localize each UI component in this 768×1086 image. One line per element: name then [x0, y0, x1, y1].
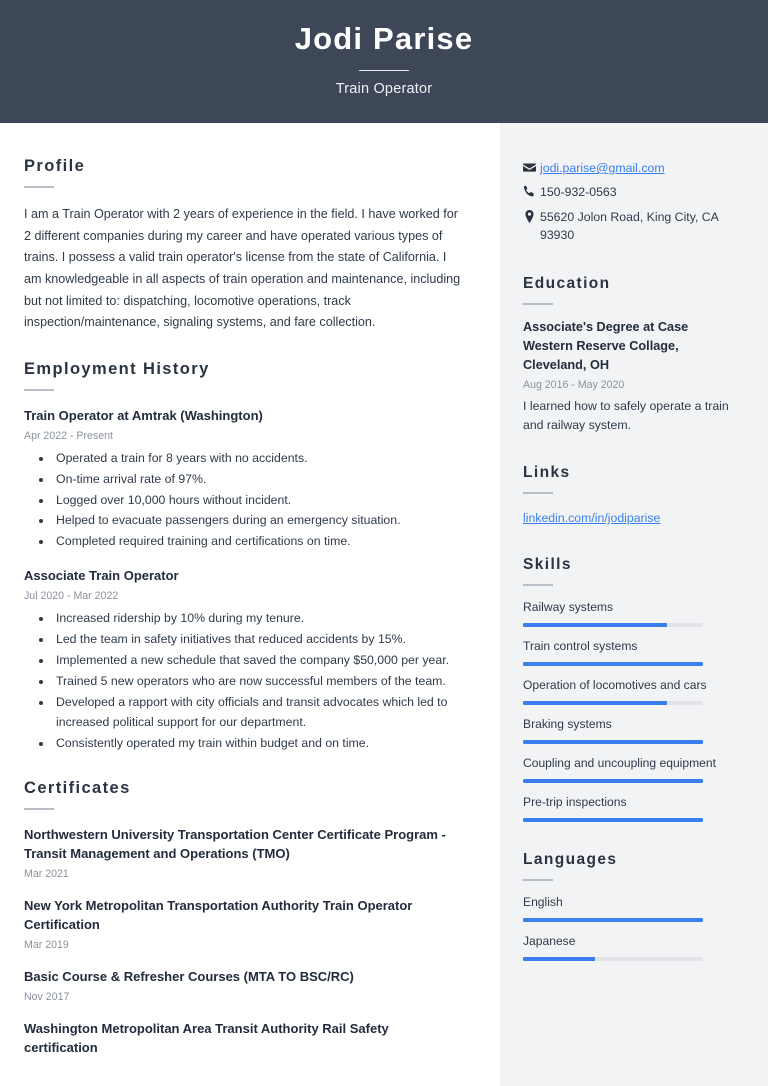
language-item	[523, 933, 740, 961]
certificate-date: Nov 2017	[24, 990, 70, 1003]
language-label: English	[523, 894, 563, 909]
certificate-entry	[24, 968, 466, 1005]
list-item: • Developed a rapport with city officials and transit advocates which led to increased political support for our department.	[53, 693, 466, 733]
section-header	[24, 779, 466, 810]
skill-bar-track	[523, 623, 703, 627]
contact-row-address	[523, 208, 740, 245]
job-title: Train Operator at Amtrak (Washington)	[24, 407, 263, 423]
skill-bar-track	[523, 818, 703, 822]
header-divider	[359, 70, 409, 71]
skill-item	[523, 716, 740, 744]
certificate-entry	[24, 1020, 466, 1058]
job-bullets	[24, 449, 466, 553]
skill-item	[523, 599, 740, 627]
certificate-entry	[24, 897, 466, 953]
phone-text: 150-932-0563	[540, 185, 617, 200]
language-item	[523, 894, 740, 922]
skill-label: Pre-trip inspections	[523, 795, 627, 810]
language-label: Japanese	[523, 933, 576, 948]
skill-label: Coupling and uncoupling equipment	[523, 756, 716, 771]
section-header	[523, 851, 740, 881]
list-item: • Operated a train for 8 years with no accidents.	[53, 449, 466, 469]
section-header	[523, 464, 740, 494]
education-description: I learned how to safely operate a train and railway system.	[523, 398, 729, 432]
employment-entry	[24, 567, 466, 753]
list-item: • Logged over 10,000 hours without incident.	[53, 491, 466, 511]
email-link[interactable]: jodi.parise@gmail.com	[540, 161, 665, 175]
section-header	[523, 275, 740, 305]
skill-item	[523, 794, 740, 822]
list-item: • Led the team in safety initiatives that reduced accidents by 15%.	[53, 630, 466, 650]
language-bar-fill	[523, 918, 703, 922]
resume-body	[0, 123, 768, 1086]
section-rule	[24, 186, 54, 188]
section-links	[523, 464, 740, 527]
language-bar-track	[523, 957, 703, 961]
section-employment	[24, 360, 466, 753]
section-title-languages: Languages	[523, 850, 618, 868]
skill-bar-fill	[523, 818, 703, 822]
skill-bar-track	[523, 740, 703, 744]
resume-header	[0, 0, 768, 123]
sidebar-column	[500, 123, 768, 1086]
skill-label: Railway systems	[523, 600, 614, 615]
list-item: • On-time arrival rate of 97%.	[53, 470, 466, 490]
list-item: • Consistently operated my train within budget and on time.	[53, 734, 466, 754]
skill-bar-track	[523, 701, 703, 705]
skill-bar-fill	[523, 779, 703, 783]
skill-label: Train control systems	[523, 639, 638, 654]
linkedin-link[interactable]: linkedin.com/in/jodiparise	[523, 510, 661, 525]
certificate-title: New York Metropolitan Transportation Authority Train Operator Certification	[24, 898, 413, 933]
section-title-certificates: Certificates	[24, 779, 131, 798]
contact-list	[523, 159, 740, 245]
envelope-icon	[523, 159, 540, 174]
section-header	[24, 360, 466, 391]
job-date: Apr 2022 - Present	[24, 429, 113, 442]
contact-row-email	[523, 159, 740, 177]
job-date: Jul 2020 - Mar 2022	[24, 590, 119, 603]
skill-label: Operation of locomotives and cars	[523, 678, 707, 693]
section-header	[523, 556, 740, 586]
section-title-education: Education	[523, 274, 611, 292]
section-title-links: Links	[523, 463, 571, 481]
skill-bar-track	[523, 779, 703, 783]
skill-item	[523, 638, 740, 666]
skill-item	[523, 677, 740, 705]
certificate-title: Washington Metropolitan Area Transit Authority Rail Safety certification	[24, 1020, 389, 1055]
page-title: Jodi Parise	[294, 21, 474, 57]
list-item: • Trained 5 new operators who are now successful members of the team.	[53, 672, 466, 692]
job-bullets	[24, 609, 466, 753]
language-bar-fill	[523, 957, 595, 961]
certificate-date: Mar 2021	[24, 868, 69, 881]
skill-bar-track	[523, 662, 703, 666]
section-skills	[523, 556, 740, 822]
list-item: • Increased ridership by 10% during my tenure.	[53, 609, 466, 629]
phone-icon	[523, 183, 540, 198]
employment-entry	[24, 407, 466, 552]
skill-bar-fill	[523, 623, 667, 627]
section-title-profile: Profile	[24, 157, 86, 175]
list-item: • Implemented a new schedule that saved the company $50,000 per year.	[53, 651, 466, 671]
header-subtitle: Train Operator	[335, 80, 433, 97]
skill-label: Braking systems	[523, 717, 612, 732]
language-bar-track	[523, 918, 703, 922]
address-text: 55620 Jolon Road, King City, CA 93930	[540, 209, 719, 243]
contact-row-phone	[523, 183, 740, 201]
section-header	[24, 157, 466, 188]
list-item: • Completed required training and certifications on time.	[53, 532, 466, 552]
certificate-entry	[24, 826, 466, 882]
section-title-skills: Skills	[523, 556, 572, 574]
profile-text: I am a Train Operator with 2 years of experience in the field. I have worked for 2 different companies during my career and have operated various types of trains. I possess a valid train operator's license from the state of California. I am knowledgeable in all aspects of train operation and maintenance, including but not limited to: dispatching, locomotive operations, track inspection/maintenance, signaling systems, and fare collection.	[24, 207, 461, 330]
section-certificates	[24, 779, 466, 1057]
certificate-title: Northwestern University Transportation Center Certificate Program - Transit Management and Operations (TMO)	[24, 827, 446, 862]
section-education	[523, 275, 740, 435]
section-rule	[523, 879, 553, 881]
education-date: Aug 2016 - May 2020	[523, 378, 625, 391]
education-title: Associate's Degree at Case Western Reserve Collage, Cleveland, OH	[523, 319, 689, 372]
skill-bar-fill	[523, 662, 703, 666]
skill-bar-fill	[523, 701, 667, 705]
section-rule	[24, 389, 54, 391]
section-languages	[523, 851, 740, 961]
section-title-employment: Employment History	[24, 359, 210, 378]
section-rule	[523, 584, 553, 586]
job-title: Associate Train Operator	[24, 568, 179, 584]
certificate-date: Mar 2019	[24, 939, 69, 952]
map-pin-icon	[523, 208, 540, 223]
skill-item	[523, 755, 740, 783]
section-rule	[24, 808, 54, 810]
list-item: • Helped to evacuate passengers during an emergency situation.	[53, 511, 466, 531]
skill-bar-fill	[523, 740, 703, 744]
section-rule	[523, 303, 553, 305]
certificate-title: Basic Course & Refresher Courses (MTA TO BSC/RC)	[24, 968, 354, 984]
links-list	[523, 507, 740, 527]
main-column	[0, 123, 500, 1086]
section-rule	[523, 492, 553, 494]
section-profile	[24, 157, 466, 334]
